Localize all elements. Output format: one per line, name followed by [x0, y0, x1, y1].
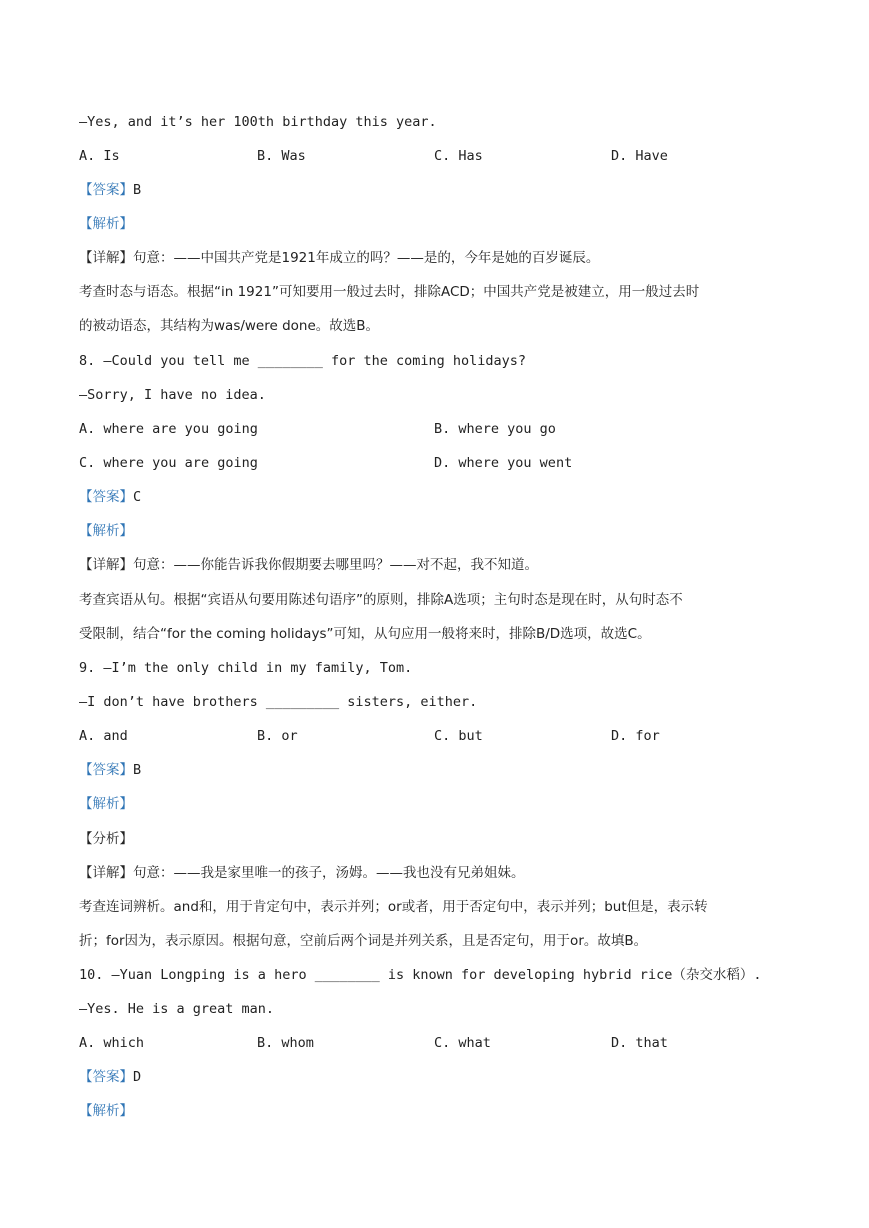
option-b: B. or — [257, 728, 298, 744]
q9-stem-line: —I don’t have brothers _________ sisters, either. — [79, 694, 478, 710]
option-b: B. where you go — [434, 421, 556, 437]
option-b: B. Was — [257, 148, 306, 164]
answer-value: B — [133, 182, 142, 198]
q10-analysis-label: 【解析】 — [79, 1103, 133, 1119]
detail-label: 【详解】 — [79, 865, 133, 881]
answer-value: D — [133, 1069, 142, 1085]
option-c: C. what — [434, 1035, 491, 1051]
option-a: A. and — [79, 728, 128, 744]
q7-analysis-label: 【解析】 — [79, 216, 133, 232]
q10-options — [79, 1032, 779, 1054]
q8-options-row — [79, 418, 779, 440]
detail-text: 句意：——我是家里唯一的孩子，汤姆。——我也没有兄弟姐妹。 — [133, 865, 525, 881]
q8-explanation-line: 考查宾语从句。根据“宾语从句要用陈述句语序”的原则，排除A选项；主句时态是现在时，从句时态不 — [79, 592, 683, 608]
option-b: B. whom — [257, 1035, 314, 1051]
q9-answer — [79, 759, 141, 781]
q8-explanation-line: 受限制，结合“for the coming holidays”可知，从句应用一般将来时，排除B/D选项，故选C。 — [79, 626, 651, 642]
option-c: C. Has — [434, 148, 483, 164]
q9-detail — [79, 862, 525, 884]
q7-detail — [79, 247, 599, 269]
option-c: C. but — [434, 728, 483, 744]
q8-stem-line: 8. —Could you tell me ________ for the coming holidays? — [79, 353, 527, 369]
q10-stem-line: —Yes. He is a great man. — [79, 1001, 275, 1017]
q9-explanation-line: 折；for因为，表示原因。根据句意，空前后两个词是并列关系，且是否定句，用于or。故填B。 — [79, 933, 648, 949]
q7-stem-line: —Yes, and it’s her 100th birthday this year. — [79, 114, 437, 130]
option-a: A. which — [79, 1035, 145, 1051]
q10-stem-line: 10. —Yuan Longping is a hero ________ is known for developing hybrid rice（杂交水稻）. — [79, 967, 762, 983]
q9-explanation-line: 考查连词辨析。and和，用于肯定句中，表示并列；or或者，用于否定句中，表示并列；but但是，表示转 — [79, 899, 708, 915]
q8-detail — [79, 554, 538, 576]
q8-options-row — [79, 452, 779, 474]
q9-fenxi-label: 【分析】 — [79, 831, 133, 847]
option-d: D. for — [611, 728, 660, 744]
q7-answer — [79, 179, 141, 201]
q7-explanation-line: 考查时态与语态。根据“in 1921”可知要用一般过去时，排除ACD；中国共产党是被建立，用一般过去时 — [79, 284, 700, 300]
q7-explanation-line: 的被动语态，其结构为was/were done。故选B。 — [79, 318, 380, 334]
answer-label: 【答案】 — [79, 182, 133, 198]
option-c: C. where you are going — [79, 455, 258, 471]
detail-text: 句意：——你能告诉我你假期要去哪里吗？——对不起，我不知道。 — [133, 557, 538, 573]
q8-analysis-label: 【解析】 — [79, 523, 133, 539]
option-d: D. that — [611, 1035, 668, 1051]
q9-analysis-label: 【解析】 — [79, 796, 133, 812]
detail-text: 句意：——中国共产党是1921年成立的吗？——是的，今年是她的百岁诞辰。 — [133, 250, 600, 266]
q10-answer — [79, 1066, 141, 1088]
answer-label: 【答案】 — [79, 762, 133, 778]
option-a: A. Is — [79, 148, 120, 164]
q8-answer — [79, 486, 141, 508]
answer-label: 【答案】 — [79, 1069, 133, 1085]
option-d: D. Have — [611, 148, 668, 164]
detail-label: 【详解】 — [79, 250, 133, 266]
option-d: D. where you went — [434, 455, 573, 471]
q8-stem-line: —Sorry, I have no idea. — [79, 387, 266, 403]
detail-label: 【详解】 — [79, 557, 133, 573]
answer-value: B — [133, 762, 142, 778]
q9-stem-line: 9. —I’m the only child in my family, Tom. — [79, 660, 413, 676]
q9-options — [79, 725, 779, 747]
option-a: A. where are you going — [79, 421, 258, 437]
q7-options — [79, 145, 779, 167]
answer-value: C — [133, 489, 142, 505]
answer-label: 【答案】 — [79, 489, 133, 505]
